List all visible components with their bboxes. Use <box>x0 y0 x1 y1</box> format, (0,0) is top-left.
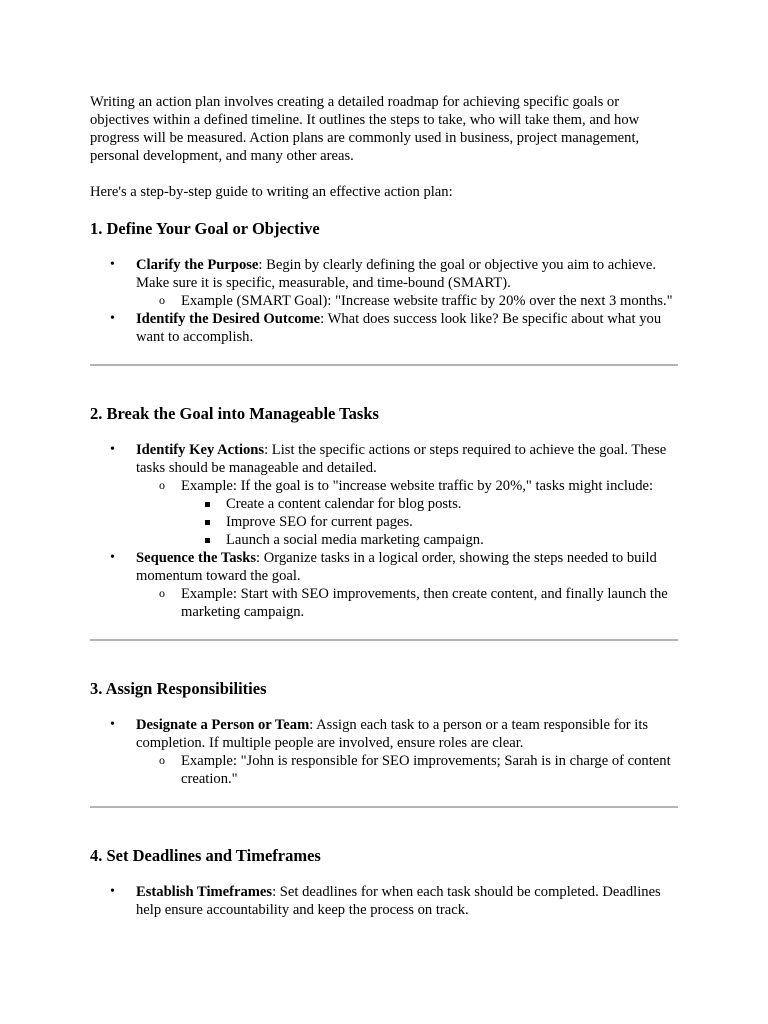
list-item <box>90 441 678 549</box>
list-item <box>90 256 678 310</box>
section-heading-break-tasks: 2. Break the Goal into Manageable Tasks <box>90 404 379 423</box>
section-3-list <box>90 716 678 788</box>
item-text: : Assign each task to a person or a team responsible for its completion. If multiple people are involved, ensure roles are clear. <box>136 717 649 751</box>
sub-list <box>136 585 678 621</box>
item-term: Clarify the Purpose <box>136 257 259 273</box>
sub-list-item: o Example: Start with SEO improvements, then create content, and finally launch the marketing campaign. <box>136 585 678 621</box>
list-item <box>90 310 678 346</box>
item-text: : List the specific actions or steps required to achieve the goal. These tasks should be manageable and detailed. <box>136 442 667 476</box>
sub-list-item: o Example: "John is responsible for SEO improvements; Sarah is in charge of content creation." <box>136 752 678 788</box>
item-term: Sequence the Tasks <box>136 550 257 566</box>
section-divider <box>90 806 678 808</box>
item-term: Establish Timeframes <box>136 884 273 900</box>
sub-sub-list-item: Launch a social media marketing campaign. <box>181 531 678 549</box>
sub-sub-list-item: Create a content calendar for blog posts. <box>181 495 678 513</box>
section-1-list <box>90 256 678 346</box>
sub-list-item: o Example (SMART Goal): "Increase website traffic by 20% over the next 3 months." <box>136 292 678 310</box>
item-term: Identify Key Actions <box>136 442 265 458</box>
section-heading-set-deadlines: 4. Set Deadlines and Timeframes <box>90 846 321 865</box>
section-heading-define-goal: 1. Define Your Goal or Objective <box>90 219 320 238</box>
item-text: : What does success look like? Be specific about what you want to accomplish. <box>136 311 662 345</box>
item-text: : Begin by clearly defining the goal or objective you aim to achieve. Make sure it is specific, measurable, and time-bound (SMART). <box>136 257 656 291</box>
intro-paragraph: Writing an action plan involves creating a detailed roadmap for achieving specific goals or objectives within a defined timeline. It outlines the steps to take, who will take them, and how progress will be measured. Action plans are commonly used in business, project management, personal development, and many other areas. <box>90 94 640 164</box>
list-item <box>90 883 678 919</box>
item-term: Designate a Person or Team <box>136 717 310 733</box>
sub-list <box>136 752 678 788</box>
section-4-list <box>90 883 678 919</box>
section-divider <box>90 639 678 641</box>
item-term: Identify the Desired Outcome <box>136 311 321 327</box>
sub-sub-list <box>181 495 678 549</box>
sub-list <box>136 477 678 549</box>
item-text: : Set deadlines for when each task should be completed. Deadlines help ensure accountability and keep the process on track. <box>136 884 661 918</box>
item-text: : Organize tasks in a logical order, showing the steps needed to build momentum toward the goal. <box>136 550 657 584</box>
sub-item-text: Example: If the goal is to "increase website traffic by 20%," tasks might include: <box>181 478 654 494</box>
list-item <box>90 716 678 788</box>
section-2-list <box>90 441 678 621</box>
guide-intro-paragraph: Here's a step-by-step guide to writing an effective action plan: <box>90 184 453 200</box>
sub-list <box>136 292 678 310</box>
sub-sub-list-item: Improve SEO for current pages. <box>181 513 678 531</box>
list-item <box>90 549 678 621</box>
section-divider <box>90 364 678 366</box>
section-heading-assign-responsibilities: 3. Assign Responsibilities <box>90 679 267 698</box>
sub-list-item <box>136 477 678 549</box>
